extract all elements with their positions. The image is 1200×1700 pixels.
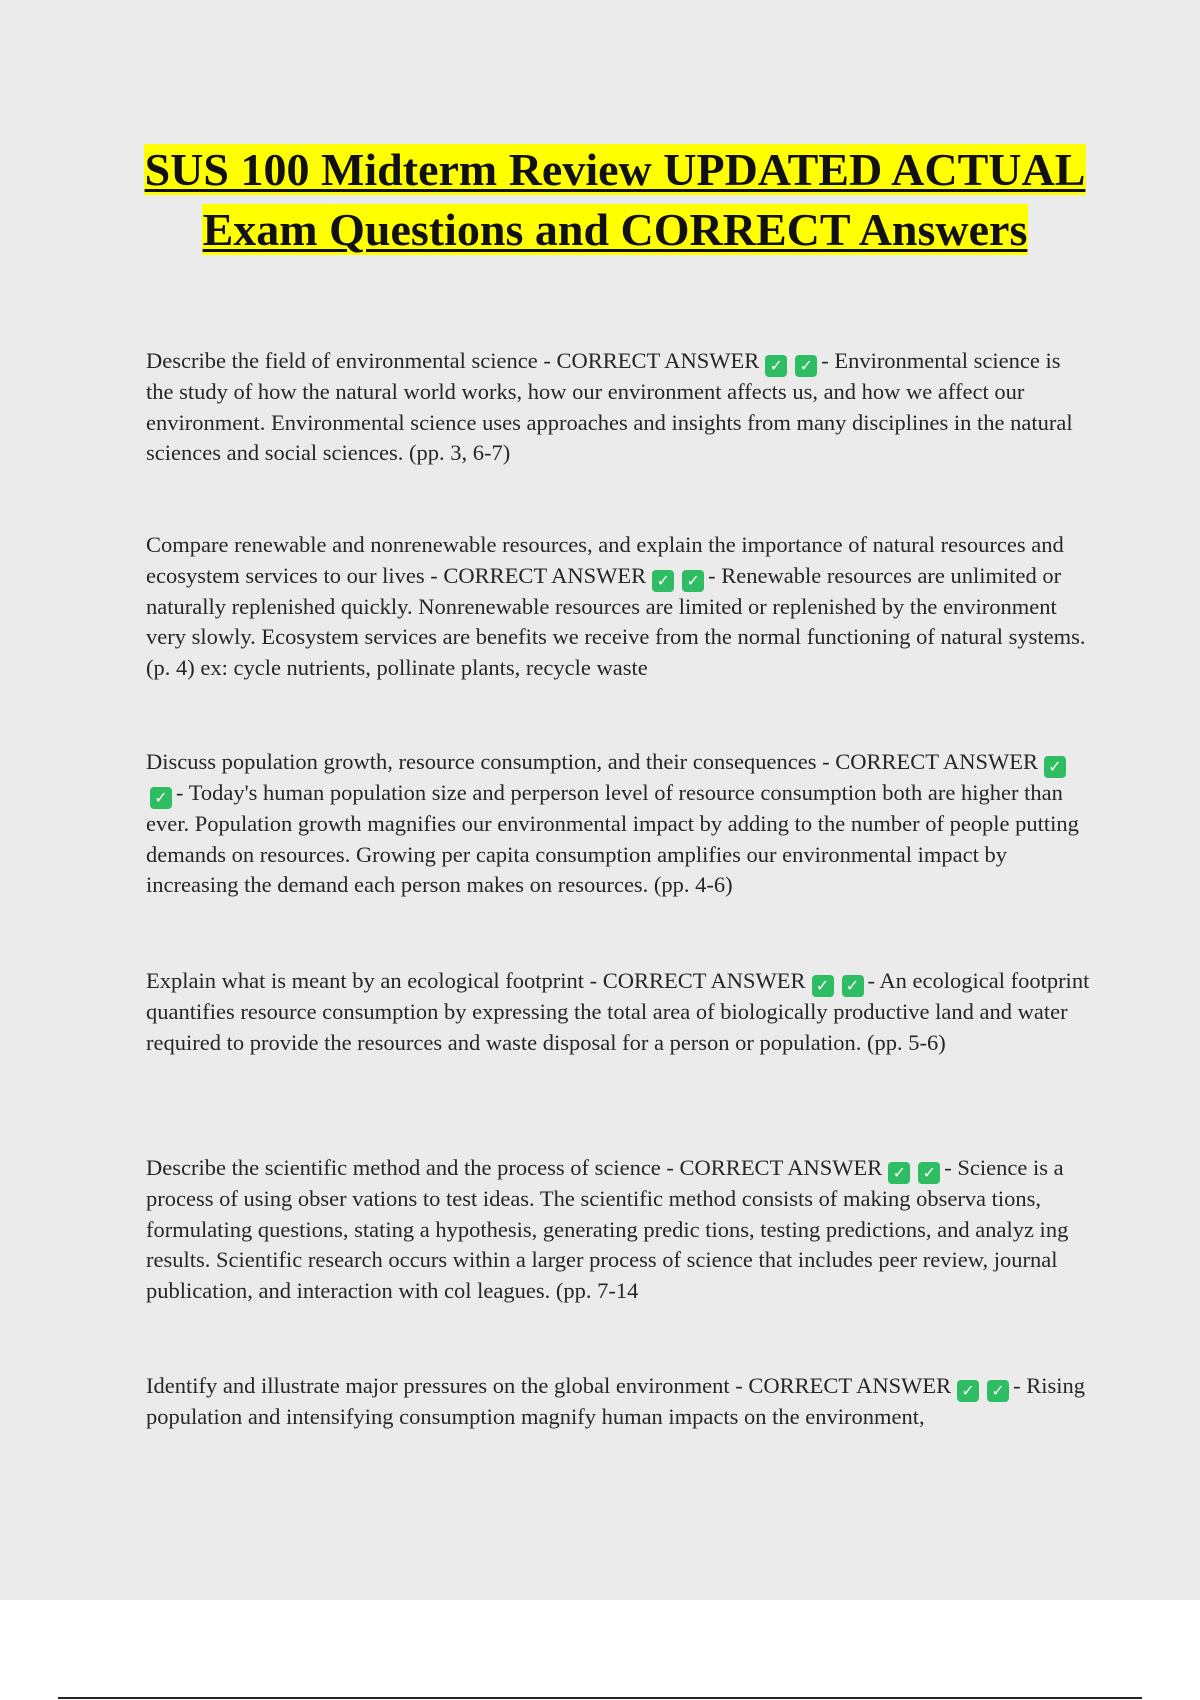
question-text: Compare renewable and nonrenewable resources, and explain the importance of natural resources and ecosystem services to our lives -: [146, 532, 1064, 588]
answer-text: - Rising population and intensifying consumption magnify human impacts on the environment,: [146, 1373, 1085, 1429]
answer-text: - Renewable resources are unlimited or naturally replenished quickly. Nonrenewable resources are limited or replenished by the environment very slowly. Ecosystem services are benefits we receive from the normal functioning of natural systems. (p. 4) ex: cycle nutrients, pollinate plants, recycle waste: [146, 562, 1086, 680]
answer-text: - Science is a process of using obser vations to test ideas. The scientific method consists of making observa tions, formulating questions, stating a hypothesis, generating predic tions, testing predictions, and analyz ing results. Scientific research occurs within a larger process of science that includes peer review, journal publication, and interaction with col leagues. (pp. 7-14: [146, 1155, 1069, 1303]
answer-marker: CORRECT ANSWER: [443, 562, 647, 588]
check-mark-icon: ✓: [765, 355, 787, 377]
document-title-text: SUS 100 Midterm Review UPDATED ACTUAL Exam Questions and CORRECT Answers: [144, 144, 1086, 255]
answer-marker: CORRECT ANSWER: [748, 1373, 952, 1398]
check-mark-icon: ✓: [682, 570, 704, 592]
answer-marker: CORRECT ANSWER: [835, 749, 1038, 774]
answer-marker: CORRECT ANSWER: [556, 348, 760, 373]
check-mark-icon: ✓: [1044, 756, 1066, 778]
answer-text: - An ecological footprint quantifies resource consumption by expressing the total area of biologically productive land and water required to provide the resources and waste disposal for a person or population. (pp. 5-6): [146, 968, 1090, 1055]
document-title: [130, 140, 1100, 260]
answer-marker: CORRECT ANSWER: [679, 1155, 883, 1180]
check-mark-icon: ✓: [957, 1380, 979, 1402]
page-bottom-divider: [58, 1697, 1142, 1699]
check-mark-icon: ✓: [888, 1162, 910, 1184]
qa-item: [146, 1371, 1091, 1433]
question-text: Explain what is meant by an ecological footprint -: [146, 968, 603, 993]
answer-text: - Environmental science is the study of how the natural world works, how our environment affects us, and how we affect our environment. Environmental science uses approaches and insights from many disciplines in the natural sciences and social sciences. (pp. 3, 6-7): [146, 348, 1073, 465]
check-mark-icon: ✓: [918, 1162, 940, 1184]
answer-text: - Today's human population size and perperson level of resource consumption both are higher than ever. Population growth magnifies our environmental impact by adding to the number of people putting demands on resources. Growing per capita consumption amplifies our environmental impact by increasing the demand each person makes on resources. (pp. 4-6): [146, 780, 1079, 897]
question-text: Discuss population growth, resource consumption, and their consequences -: [146, 749, 836, 774]
question-text: Describe the field of environmental science -: [146, 348, 557, 373]
question-text: Describe the scientific method and the process of science -: [146, 1155, 680, 1180]
qa-item: [146, 530, 1091, 683]
check-mark-icon: ✓: [842, 975, 864, 997]
check-mark-icon: ✓: [150, 787, 172, 809]
answer-marker: CORRECT ANSWER: [602, 968, 806, 993]
check-mark-icon: ✓: [987, 1380, 1009, 1402]
question-text: Identify and illustrate major pressures on the global environment -: [146, 1373, 749, 1398]
qa-item: [146, 346, 1091, 469]
check-mark-icon: ✓: [812, 975, 834, 997]
check-mark-icon: ✓: [795, 355, 817, 377]
check-mark-icon: ✓: [652, 570, 674, 592]
qa-item: [146, 966, 1091, 1058]
qa-item: [146, 747, 1091, 901]
qa-item: [146, 1153, 1091, 1306]
